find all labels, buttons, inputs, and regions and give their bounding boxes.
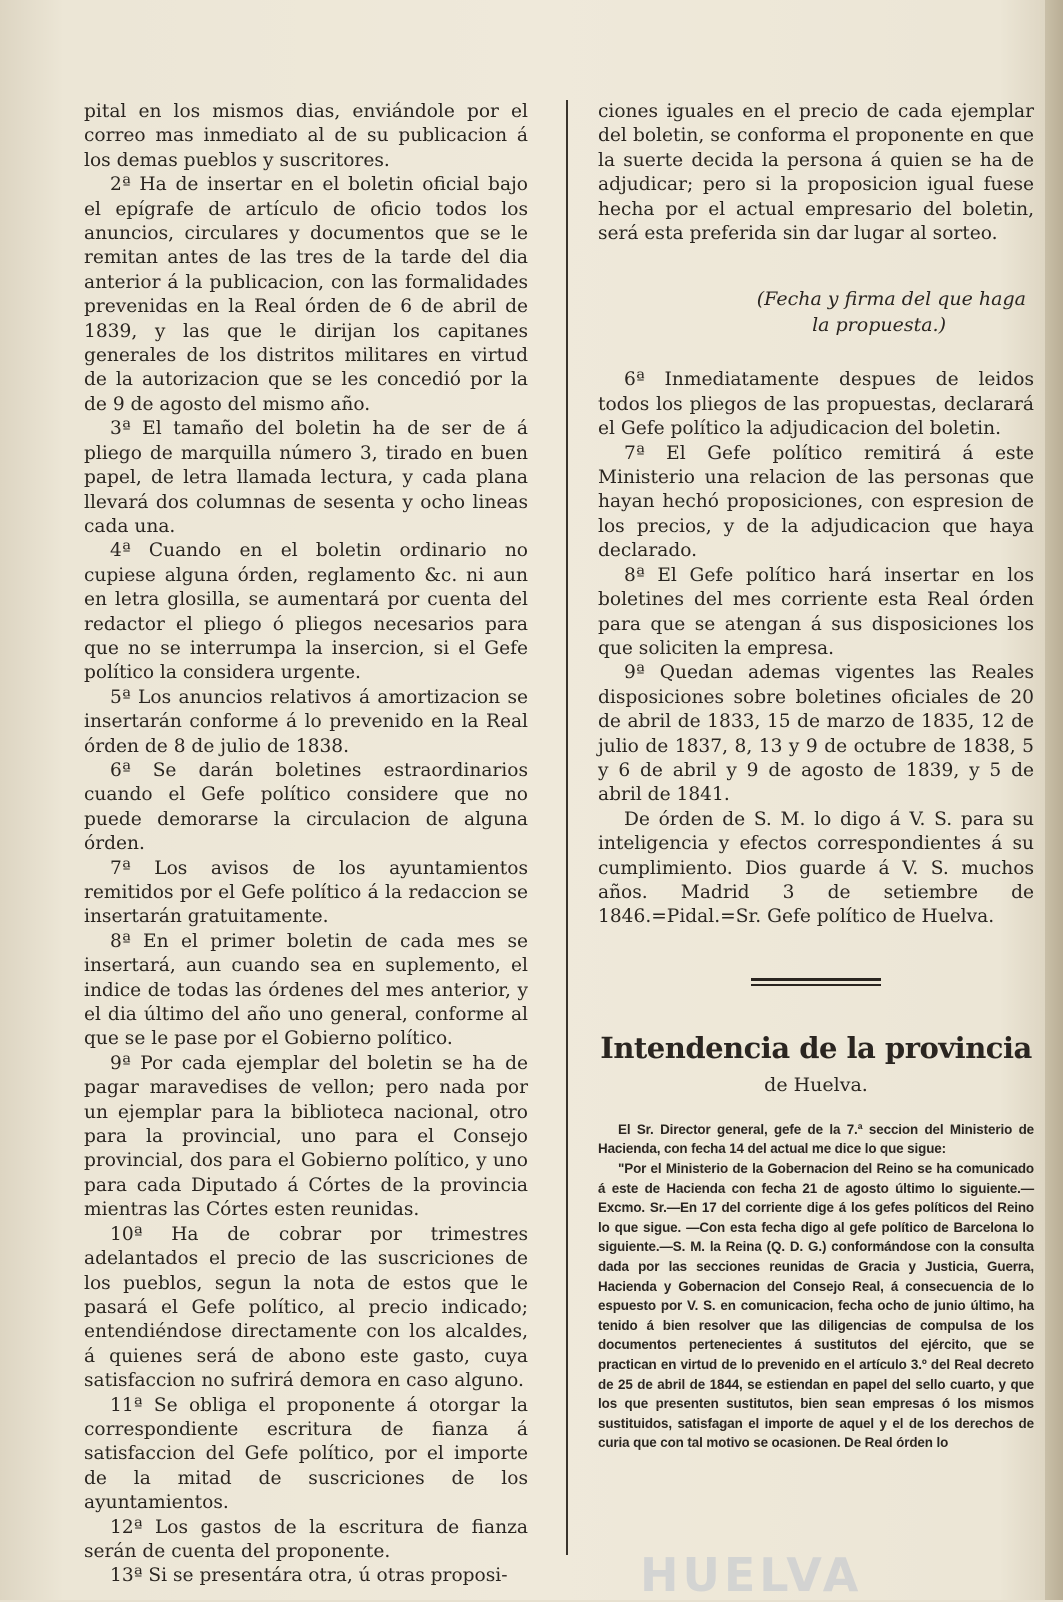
article-3: 3ª El tamaño del boletin ha de ser de á pliego de marquilla número 3, tirado en buen papel, de letra llamada lectura, y cada plana llevará dos columnas de sesenta y ocho lineas cada una. [84,418,528,537]
section-rule [751,978,881,986]
article-13: 13ª Si se presentára otra, ú otras proposi- [110,1565,508,1587]
signature-block [598,286,1026,338]
watermark: HUELVA [640,1548,863,1602]
left-column [84,100,528,1589]
paragraph-continuation: pital en los mismos dias, enviándole por el correo mas inmediato al de su publicacion á los demas pueblos y suscritores. [84,101,528,171]
signature-line-2: la propuesta.) [812,314,946,337]
right-column [598,100,1034,1453]
column-divider [566,100,568,1555]
section-intro: El Sr. Director general, gefe de la 7.ª seccion del Ministerio de Hacienda, con fecha 14 del actual me dice lo que sigue: [598,1121,1034,1157]
article-12: 12ª Los gastos de la escritura de fianza serán de cuenta del proponente. [84,1516,528,1562]
page-binding-edge [1045,0,1063,1600]
clause-7: 7ª El Gefe político remitirá á este Ministerio una relacion de las personas que hayan hechó proposiciones, con espresion de los precios, y de la adjudicacion que haya declarado. [598,442,1034,562]
article-10: 10ª Ha de cobrar por trimestres adelantados el precio de las suscriciones de los pueblos, segun la nota de estos que le pasará el Gefe político, al precio indicado; entendiéndose directamente con los alcaldes, á quienes será de abono este gasto, cuya satisfaccion no sufrirá demora en caso alguno. [84,1223,528,1392]
clause-6: 6ª Inmediatamente despues de leidos todos los pliegos de las propuestas, declarará el Gefe político la adjudicacion del boletin. [598,369,1034,440]
article-5: 5ª Los anuncios relativos á amortizacion se insertarán conforme á lo prevenido en la Real órden de 8 de julio de 1838. [84,686,528,757]
clause-9: 9ª Quedan ademas vigentes las Reales disposiciones sobre boletines oficiales de 20 de abril de 1833, 15 de marzo de 1835, 12 de julio de 1837, 8, 13 y 9 de octubre de 1838, 5 y 6 de abril y 9 de agosto de 1839, y 5 de abril de 1841. [598,662,1034,806]
article-6: 6ª Se darán boletines estraordinarios cuando el Gefe político considere que no puede demorarse la circulacion de alguna órden. [84,759,528,855]
article-9: 9ª Por cada ejemplar del boletin se ha de pagar maravedises de vellon; pero nada por un ejemplar para la biblioteca nacional, otro para la provincial, uno para el Consejo provincial, dos para el Gobierno político, y uno para cada Diputado á Córtes de la provincia mientras las Córtes esten reunidas. [84,1052,528,1221]
article-4: 4ª Cuando en el boletin ordinario no cupiese alguna órden, reglamento &c. ni aun en letra glosilla, se aumentará por cuenta del redactor el pliego ó pliegos necesarios para que no se interrumpa la insercion, si el Gefe político la considera urgente. [84,540,528,684]
clause-8: 8ª El Gefe político hará insertar en los boletines del mes corriente esta Real órden para que se atengan á sus disposiciones los que soliciten la empresa. [598,564,1034,659]
article-8: 8ª En el primer boletin de cada mes se insertará, aun cuando sea en suplemento, el indice de todas las órdenes del mes anterior, y el dia último del año uno general, conforme al que se le pase por el Gobierno político. [84,930,528,1050]
section-body: "Por el Ministerio de la Gobernacion del Reino se ha comunicado á este de Hacienda con fecha 21 de agosto último lo siguiente.—Excmo. Sr.—En 17 del corriente dige á los gefes políticos del Reino lo que sigue. —Con esta fecha digo al gefe político de Barcelona lo siguiente.—S. M. la Reina (Q. D. G.) conformándose con la consulta dada por las secciones reunidas de Gracia y Justicia, Guerra, Hacienda y Gobernacion del Consejo Real, á consecuencia de lo espuesto por V. S. en comunicacion, fecha ocho de junio último, ha tenido á bien resolver que las diligencias de compulsa de los documentos pertenecientes á sustitutos del ejército, que se practican en virtud de lo prevenido en el artículo 3.º del Real decreto de 25 de abril de 1844, se estiendan en papel del sello cuarto, y que los que presenten sustitutos, bien sean empresas ó los mismos sustituidos, satisfagan el importe de aquel y el de los derechos de curia que con tal motivo se ocasionen. De Real órden lo [598,1160,1034,1451]
section-title: Intendencia de la provincia [600,1030,1032,1065]
signature-line-1: (Fecha y firma del que haga [756,288,1026,311]
closing-order: De órden de S. M. lo digo á V. S. para su inteligencia y efectos correspondientes á su cumplimiento. Dios guarde á V. S. muchos años. Madrid 3 de setiembre de 1846.=Pidal.=Sr. Gefe político de Huelva. [598,808,1034,928]
article-11: 11ª Se obliga el proponente á otorgar la correspondiente escritura de fianza á satisfaccion del Gefe político, por el importe de la mitad de suscriciones de los ayuntamientos. [84,1394,528,1514]
rule-line-thick [751,978,881,981]
article-2: 2ª Ha de insertar en el boletin oficial bajo el epígrafe de artículo de oficio todos los anuncios, circulares y documentos que se le remitan antes de las tres de la tarde del dia anterior á la publicacion, con las formalidades prevenidas en la Real órden de 6 de abril de 1839, y las que le dirijan los capitanes generales de los distritos militares en virtud de la autorizacion que se les concedió por la de 9 de agosto del mismo año. [84,174,528,415]
paragraph-continuation-right: ciones iguales en el precio de cada ejemplar del boletin, se conforma el proponente en que la suerte decida la persona á quien se ha de adjudicar; pero si la proposicion igual fuese hecha por el actual empresario del boletin, será esta preferida sin dar lugar al sorteo. [598,101,1034,245]
article-7: 7ª Los avisos de los ayuntamientos remitidos por el Gefe político á la redaccion se insertarán gratuitamente. [84,857,528,928]
rule-line-thin [751,984,881,986]
section-subtitle: de Huelva. [764,1073,868,1096]
